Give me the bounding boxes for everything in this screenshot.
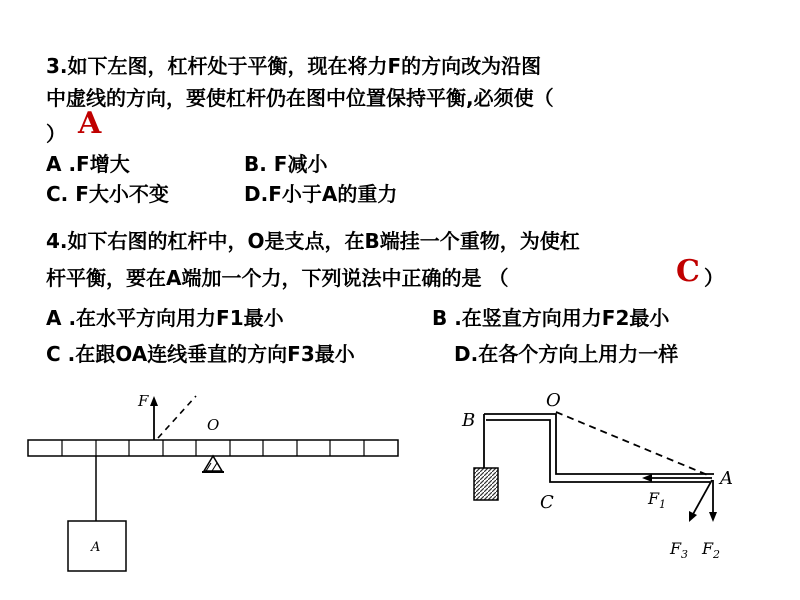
label-f2: F <box>702 539 714 558</box>
q3-line-2: 中虚线的方向，要使杠杆仍在图中位置保持平衡,必须使（ <box>46 86 554 110</box>
q4-option-d: D.在各个方向上用力一样 <box>454 342 679 366</box>
q4-option-a: A .在水平方向用力F1最小 <box>46 306 284 330</box>
label-f3-sub: 3 <box>681 548 688 561</box>
q4-answer: C <box>676 254 700 289</box>
label-c: C <box>540 492 554 513</box>
label-f: F <box>138 392 149 410</box>
force-f2-arrowhead <box>709 512 717 522</box>
bent-lever-inner <box>486 420 710 482</box>
q4-line-2-close: ） <box>704 266 724 290</box>
label-o-left: O <box>207 416 220 434</box>
label-f1-sub: 1 <box>659 498 666 511</box>
q4-option-c: C .在跟OA连线垂直的方向F3最小 <box>46 342 355 366</box>
q3-line-3: ） <box>46 122 66 146</box>
label-weight-a: A <box>91 540 101 555</box>
label-o-right: O <box>546 390 561 411</box>
label-f1: F <box>648 489 660 508</box>
q3-option-d: D.F小于A的重力 <box>244 182 398 206</box>
q3-option-a: A .F增大 <box>46 152 130 176</box>
hanging-weight <box>474 468 498 500</box>
q4-line-1: 4.如下右图的杠杆中，O是支点，在B端挂一个重物，为使杠 <box>46 229 580 253</box>
force-f1-arrowhead <box>642 474 652 482</box>
force-f3-arrow <box>692 480 712 516</box>
q4-line-2: 杆平衡，要在A端加一个力，下列说法中正确的是 （ <box>46 266 509 290</box>
label-a-right: A <box>720 468 733 489</box>
q3-line-1: 3.如下左图，杠杆处于平衡，现在将力F的方向改为沿图 <box>46 54 542 78</box>
bent-lever-outer <box>484 414 714 474</box>
dashed-oa-line <box>556 412 710 476</box>
label-b: B <box>462 410 476 431</box>
q3-option-c: C. F大小不变 <box>46 182 169 206</box>
q3-option-b: B. F减小 <box>244 152 328 176</box>
q4-option-b: B .在竖直方向用力F2最小 <box>432 306 670 330</box>
label-f2-sub: 2 <box>713 548 720 561</box>
q3-answer: A <box>78 106 102 141</box>
label-f3: F <box>670 539 682 558</box>
